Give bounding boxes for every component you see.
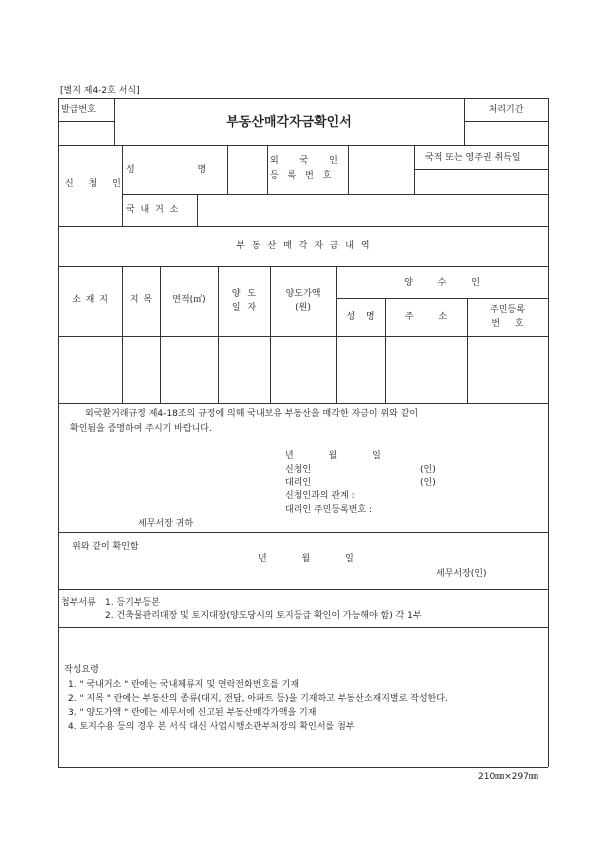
transferee-name-cell[interactable] [337,337,384,402]
area-cell[interactable] [161,337,217,402]
sale-details-title: 부 동 산 매 각 자 금 내 역 [236,241,370,251]
nationality-field[interactable] [415,170,547,193]
column-transferee-address: 주 소 [404,312,448,322]
column-location: 소 재 지 [72,295,108,305]
applicant-signature-label: 신청인 [285,465,312,475]
attachment-item-1: 1. 등기부등본 [105,598,160,608]
instructions-title: 작성요령 [64,665,99,675]
name-label: 성 명 [126,165,207,175]
relation-label: 신청인과의 관계 : [285,491,355,501]
registration-number-label: 등 록 번 호 [270,171,332,181]
column-transferee-id-1: 주민등록 [490,305,525,315]
column-land-category: 지 목 [129,295,153,305]
request-text-line-2: 확인됨을 증명하여 주시기 바랍니다. [70,424,212,434]
nationality-label: 국적 또는 영주권 취득일 [425,153,521,163]
addressee: 세무서장 귀하 [138,519,194,529]
processing-period-label: 처리기간 [488,105,524,115]
outer-border-bottom [58,767,548,768]
tax-office-seal: 세무서장(인) [436,569,487,579]
instruction-item: 1. " 국내거소 " 란에는 국내체류지 및 연락전화번호를 기재 [68,680,300,690]
foreign-registration-number-field[interactable] [349,146,413,193]
applicant-section-label: 신 청 인 [65,179,121,189]
instruction-item: 3. " 양도가액 " 란에는 세무서에 신고된 부동산매각가액을 기재 [68,708,317,718]
agent-seal: (인) [420,478,436,488]
request-date: 년 월 일 [285,451,381,461]
column-transferee-id-2: 번 호 [491,319,524,329]
confirmation-date: 년 월 일 [258,554,354,564]
document-title: 부동산매각자금확인서 [226,115,352,130]
column-transfer-date-2: 일 자 [231,303,257,313]
agent-signature-label: 대리인 [285,478,312,488]
name-field[interactable] [228,146,266,193]
form-number: [별지 제4-2호 서식] [60,86,140,96]
location-cell[interactable] [59,337,121,402]
transfer-price-cell[interactable] [271,337,335,402]
column-transfer-date-1: 양 도 [231,289,257,299]
transferee-address-cell[interactable] [386,337,466,402]
instruction-item: 4. 토지수용 등의 경우 본 서식 대신 사업시행소관부처장의 확인서를 첨부 [68,722,355,732]
outer-border-right [548,98,549,767]
column-transferee-name: 성 명 [346,312,375,322]
attachments-label: 첨부서류 [61,598,96,608]
domestic-residence-field[interactable] [198,195,547,225]
outer-border-top [58,98,548,99]
transfer-date-cell[interactable] [219,337,269,402]
paper-size: 210㎜×297㎜ [478,772,538,782]
attachment-item-2: 2. 건축물관리대장 및 토지대장(양도당시의 토지등급 확인이 가능해야 함) 각 1부 [105,611,422,621]
issue-number-label: 발급번호 [61,105,96,115]
foreigner-label: 외 국 인 [270,156,338,166]
outer-border-left [58,98,59,767]
land-category-cell[interactable] [123,337,159,402]
column-transferee: 양 수 인 [404,278,480,288]
applicant-seal: (인) [420,465,436,475]
column-area: 면적(㎡) [172,295,206,305]
domestic-residence-label: 국 내 거 소 [126,205,179,215]
instruction-item: 2. " 지목 " 란에는 부동산의 종류(대지, 전답, 아파트 등)을 기재하고 부동산소재지별로 작성한다. [68,694,448,704]
agent-id-label: 대리인 주민등록번호 : [285,505,373,515]
request-text-line-1: 외국환거래규정 제4-18조의 규정에 의해 국내보유 부동산을 매각한 자금이 위와 같이 [85,409,419,419]
column-transfer-price-1: 양도가액 [285,289,321,299]
column-transfer-price-2: (원) [295,303,311,313]
confirmation-text: 위와 같이 확인함 [72,542,139,552]
transferee-id-cell[interactable] [468,337,547,402]
